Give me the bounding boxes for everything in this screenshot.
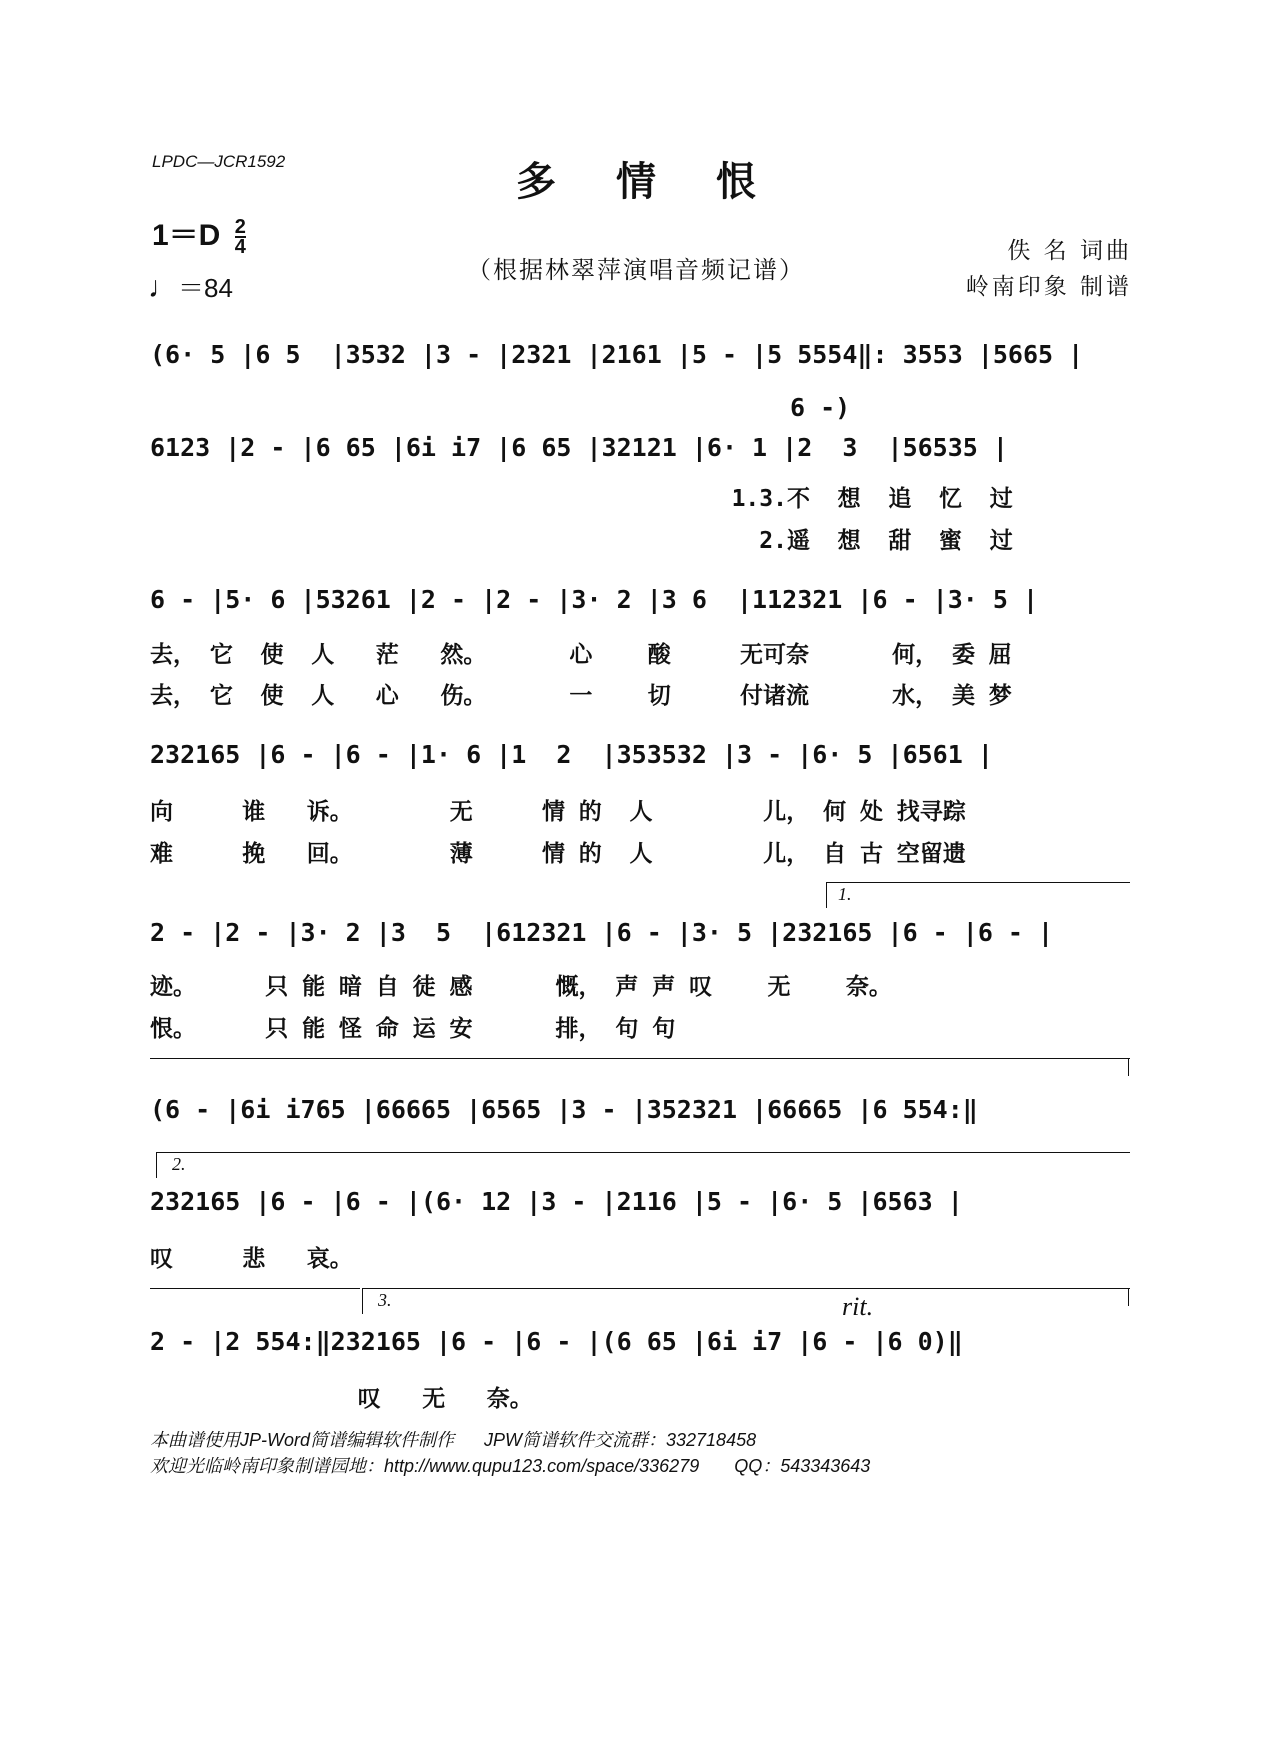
- system-4-lyrics-1: 向 谁 诉。 无 情 的 人 儿， 何 处 找寻踪: [150, 799, 966, 825]
- system-8-lyrics-1: 叹 无 奈。: [150, 1386, 533, 1412]
- score-code: LPDC—JCR1592: [152, 152, 286, 171]
- volta-3-bracket-end: [1128, 1288, 1129, 1306]
- volta-1-continuation: [150, 1058, 1130, 1059]
- volta-3-label: 3.: [378, 1290, 392, 1310]
- quarter-note-icon: ♩: [148, 271, 178, 304]
- system-3-notes: 6 - |5· 6 |53261 |2 - |2 - |3· 2 |3 6 |112321 |6 - |3· 5 |: [150, 585, 1039, 614]
- volta-3-bracket-start: [362, 1288, 363, 1314]
- footer-line-1: 本曲谱使用JP-Word简谱编辑软件制作 JPW简谱软件交流群：332718458: [150, 1430, 757, 1450]
- system-5-notes: 2 - |2 - |3· 2 |3 5 |612321 |6 - |3· 5 |232165 |6 - |6 - |: [150, 918, 1054, 947]
- system-3-lyrics-2: 去， 它 使 人 心 伤。 一 切 付诸流 水， 美 梦: [150, 683, 1012, 709]
- time-top: 2: [234, 216, 246, 239]
- volta-2-continuation: [150, 1288, 360, 1289]
- subtitle: （根据林翠萍演唱音频记谱）: [467, 256, 805, 284]
- system-7-notes: 232165 |6 - |6 - |(6· 12 |3 - |2116 |5 - |6· 5 |6563 |: [150, 1187, 963, 1216]
- author-credit: 佚 名 词曲: [1007, 238, 1132, 264]
- volta-2-bracket: [156, 1152, 1130, 1153]
- ritardando-marking: rit.: [842, 1292, 874, 1321]
- time-bottom: 4: [234, 236, 246, 259]
- system-7-lyrics-1: 叹 悲 哀。: [150, 1246, 353, 1272]
- footer-line-2: 欢迎光临岭南印象制谱园地：http://www.qupu123.com/space/336279 QQ：543343643: [150, 1456, 871, 1476]
- system-2-lyrics-1: 1.3.不 想 追 忆 过: [150, 486, 1013, 512]
- volta-1-bracket-end: [826, 882, 827, 908]
- system-4-notes: 232165 |6 - |6 - |1· 6 |1 2 |353532 |3 - |6· 5 |6561 |: [150, 740, 993, 769]
- volta-2-label: 2.: [172, 1154, 186, 1174]
- volta-1-bracket: [826, 882, 1130, 883]
- system-4-lyrics-2: 难 挽 回。 薄 情 的 人 儿， 自 古 空留遗: [150, 841, 966, 867]
- volta-2-bracket-start: [156, 1152, 157, 1178]
- system-3-lyrics-1: 去， 它 使 人 茫 然。 心 酸 无可奈 何， 委 屈: [150, 642, 1012, 668]
- system-1-notes: (6· 5 |6 5 |3532 |3 - |2321 |2161 |5 - |5 5554‖: 3553 |5665 |: [150, 340, 1084, 369]
- system-2-notes: 6123 |2 - |6 65 |6i i7 |6 65 |32121 |6· 1 |2 3 |56535 |: [150, 433, 1008, 462]
- page-title: 多情恨: [516, 158, 816, 205]
- system-5-lyrics-2: 恨。 只 能 怪 命 运 安 排， 句 句: [150, 1016, 676, 1042]
- system-1-extra: 6 -): [790, 393, 851, 422]
- system-2-lyrics-2: 2.遥 想 甜 蜜 过: [150, 528, 1013, 554]
- tempo-value: ＝84: [178, 273, 233, 303]
- system-5-lyrics-1: 迹。 只 能 暗 自 徒 感 慨， 声 声 叹 无 奈。: [150, 974, 892, 1000]
- system-8-notes: 2 - |2 554:‖232165 |6 - |6 - |(6 65 |6i i7 |6 - |6 0)‖: [150, 1327, 963, 1356]
- volta-1-continuation-end: [1128, 1058, 1129, 1076]
- arranger-credit: 岭南印象 制谱: [965, 274, 1132, 300]
- system-6-notes: (6 - |6i i765 |66665 |6565 |3 - |352321 |66665 |6 554:‖: [150, 1095, 978, 1124]
- key-label: 1＝D: [152, 219, 221, 252]
- volta-1-label: 1.: [838, 884, 852, 904]
- volta-3-bracket: [362, 1288, 1130, 1289]
